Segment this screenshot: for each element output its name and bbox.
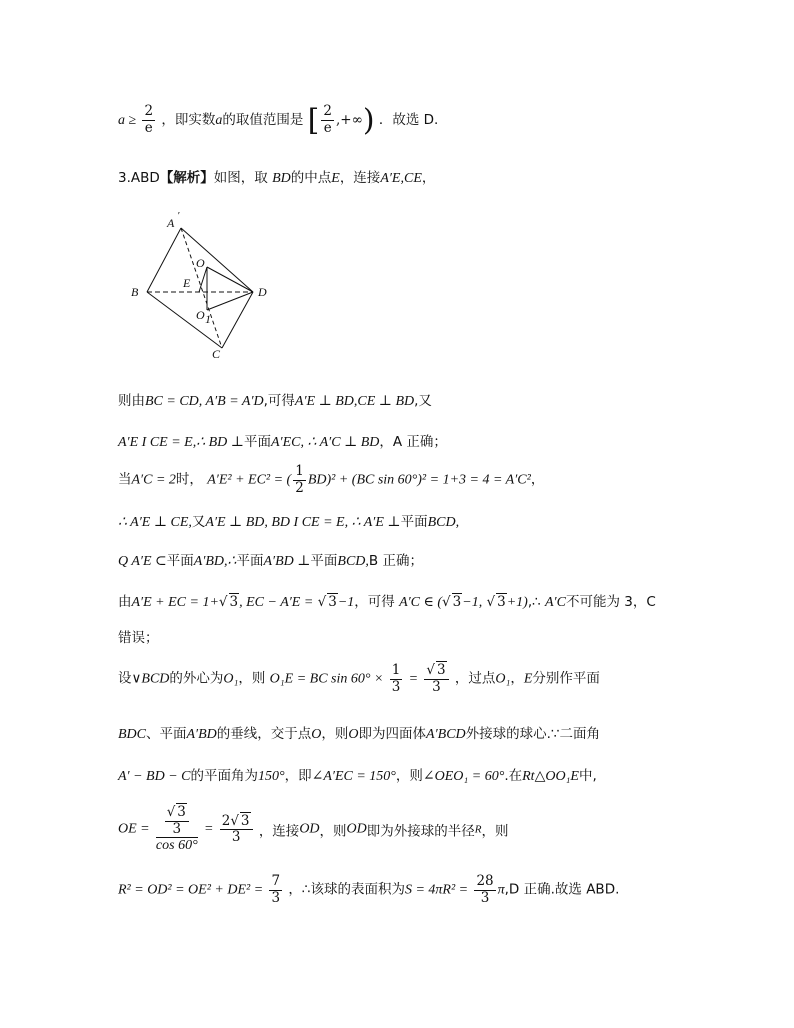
edge-ab: [147, 228, 181, 292]
segment-o1-d: [207, 292, 253, 310]
edge-dc: [222, 292, 253, 348]
interval-fraction: $\frac{2}{e}$: [323, 103, 332, 136]
solution-3-heading: 3.ABD【解析】如图，取 BD的中点E，连接A′E,CE，: [118, 170, 436, 186]
solution-line-10: 设∨BCD的外心为O₁，则 O₁E = BC sin 60° × $\frac{1}{3}$ = $\frac{√ 3}{3}$ ，过点O₁，E分别作平面: [118, 662, 600, 695]
solution-line-3: 则由BC = CD, A′B = A′D,可得A′E ⊥ BD,CE ⊥ BD,又: [118, 393, 432, 409]
answer-line-a-range: a ≥ $\frac{2}{e}$ ，即实数a的取值范围是 [ $\frac{2}{e}$ ,+∞) ．故选 D.: [118, 103, 439, 138]
solution-line-7: Q A′E ⊂平面A′BD,∴平面A′BD ⊥平面BCD,B 正确；: [118, 553, 423, 569]
solution-line-5: 当A′C = 2时， A′E² + EC² = ( $\frac{1}{2}$ BD)² + (BC sin 60°)² = 1+3 = 4 = A′C²，: [118, 463, 545, 496]
label-o1: O: [196, 308, 205, 322]
fraction-2-over-e: $\frac{2}{e}$: [144, 103, 154, 136]
label-a: A: [167, 216, 175, 230]
fraction-oe-complex: $\frac{\frac{√ 3}{3}}{\cos 60^\circ}$: [155, 804, 198, 854]
fraction-one-third: $\frac{1}{3}$: [391, 662, 401, 695]
solution-line-11: BDC、平面A′BD的垂线，交于点O，则O即为四面体A′BCD外接球的球心.∵二面角: [118, 726, 601, 742]
fraction-sqrt3-over-3: $\frac{√ 3}{3}$: [424, 663, 448, 695]
edge-ad: [181, 228, 253, 292]
solution-line-8: 由A′E + EC = 1+√ 3, EC − A′E = √ 3−1，可得 A′C ∈ (√ 3−1, √ 3+1),∴ A′C不可能为 3，C: [118, 594, 656, 610]
fraction-28-over-3: $\frac{28}{3}$: [476, 873, 494, 906]
label-d: D: [258, 285, 267, 299]
solution-line-6: ∴ A′E ⊥ CE,又A′E ⊥ BD, BD I CE = E, ∴ A′E ⊥平面BCD,: [118, 514, 460, 530]
label-a-prime: ′: [177, 212, 180, 222]
fraction-2sqrt3-over-3: $\frac{2√ 3}{3}$: [220, 814, 253, 846]
label-o1-subscript: 1: [205, 312, 211, 326]
solution-line-13: OE = $\frac{\frac{√ 3}{3}}{\cos 60^\circ}$ = $\frac{2√ 3}{3}$ ，连接OD，则OD即为外接球的半径R，则: [118, 804, 509, 854]
fraction-one-half: $\frac{1}{2}$: [295, 463, 304, 496]
label-o: O: [196, 256, 205, 270]
solution-line-9: 错误；: [118, 630, 159, 646]
fraction-7-over-3: $\frac{7}{3}$: [271, 873, 281, 906]
segment-oe: [199, 267, 207, 292]
solution-line-12: A′ − BD − C的平面角为150°，即∠A′EC = 150°，则∠OEO₁ = 60°.在Rt△OO₁E中,: [118, 768, 597, 784]
label-c: C: [212, 347, 221, 361]
segment-o-d: [207, 267, 253, 292]
tetrahedron-figure: [128, 212, 278, 362]
label-b: B: [131, 285, 139, 299]
solution-line-14: R² = OD² = OE² + DE² = $\frac{7}{3}$ ，∴该球的表面积为S = 4πR² = $\frac{28}{3}$ π,D 正确.故选 ABD.: [118, 873, 620, 906]
solution-line-4: A′E I CE = E,∴ BD ⊥平面A′EC, ∴ A′C ⊥ BD，A 正确；: [118, 434, 447, 450]
label-e: E: [183, 276, 191, 290]
